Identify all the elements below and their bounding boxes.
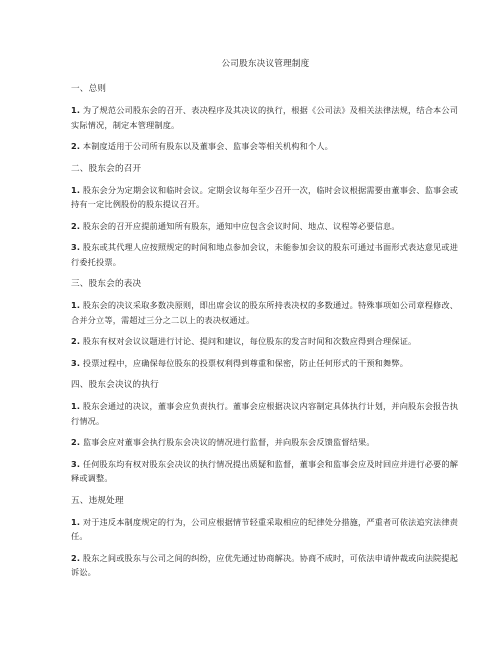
section-heading: 三、股东会的表决: [71, 279, 142, 289]
paragraph: [71, 298, 462, 327]
paragraph-text: 本制度适用于公司所有股东以及董事会、监事会等相关机构和个人。: [80, 141, 333, 151]
paragraph: [71, 399, 462, 428]
paragraph: [71, 240, 462, 269]
paragraph-text: 对于违反本制度规定的行为，公司应根据情节轻重采取相应的纪律处分措施，严重者可依法追究法律责任。: [71, 516, 459, 541]
paragraph-text: 股东之间或股东与公司之间的纠纷，应优先通过协商解决。协商不成时，可依法申请仲裁或向法院提起诉讼。: [71, 552, 459, 577]
paragraph-text: 监事会应对董事会执行股东会决议的情况进行监督，并向股东会反馈监督结果。: [80, 437, 375, 447]
section-voting: [71, 277, 462, 370]
paragraph-number: 2.: [71, 220, 81, 231]
paragraph-number: 1.: [71, 105, 81, 115]
paragraph: [71, 515, 462, 544]
section-meeting-convening: [71, 162, 462, 270]
paragraph: [71, 219, 462, 234]
paragraph: [71, 103, 462, 132]
paragraph-number: 3.: [71, 458, 81, 469]
paragraph-number: 3.: [71, 242, 81, 252]
paragraph-text: 股东有权对会议议题进行讨论、提问和建议，每位股东的发言时间和次数应得到合理保证。: [80, 336, 417, 346]
section-heading: 四、股东会决议的执行: [71, 380, 159, 390]
paragraph-number: 1.: [71, 516, 81, 527]
paragraph-number: 2.: [71, 552, 81, 563]
paragraph-text: 股东会的召开应提前通知所有股东，通知中应包含会议时间、地点、议程等必要信息。: [80, 220, 400, 231]
paragraph-text: 股东会的决议采取多数决原则，即出席会议的股东所持表决权的多数通过。特殊事项如公司章程修改、合并分立等，需超过三分之二以上的表决权通过。: [71, 300, 459, 325]
document-title: 公司股东决议管理制度: [221, 59, 310, 69]
paragraph: [71, 183, 462, 212]
paragraph-number: 2.: [71, 437, 81, 447]
section-violations: [71, 494, 462, 580]
paragraph: [71, 334, 462, 349]
paragraph: [71, 139, 462, 154]
section-general: [71, 82, 462, 154]
paragraph-number: 1.: [71, 300, 81, 310]
paragraph: [71, 457, 462, 486]
section-heading: 二、股东会的召开: [71, 163, 142, 174]
paragraph-text: 任何股东均有权对股东会决议的执行情况提出质疑和监督，董事会和监事会应及时回应并进行必要的解释或调整。: [71, 458, 459, 483]
paragraph-text: 为了规范公司股东会的召开、表决程序及其决议的执行，根据《公司法》及相关法律法规，结合本公司实际情况，制定本管理制度。: [71, 105, 459, 130]
paragraph-text: 股东会通过的决议，董事会应负责执行。董事会应根据决议内容制定具体执行计划，并向股东会报告执行情况。: [71, 401, 459, 426]
paragraph-text: 股东或其代理人应按照规定的时间和地点参加会议，未能参加会议的股东可通过书面形式表达意见或进行委托投票。: [71, 242, 459, 267]
paragraph-text: 投票过程中，应确保每位股东的投票权利得到尊重和保密，防止任何形式的干预和舞弊。: [80, 357, 409, 368]
section-resolution-execution: [71, 378, 462, 486]
paragraph-number: 2.: [71, 336, 81, 346]
paragraph-number: 1.: [71, 401, 81, 411]
paragraph: [71, 435, 462, 450]
section-heading: 五、违规处理: [71, 495, 124, 506]
paragraph: [71, 551, 462, 580]
paragraph: [71, 356, 462, 371]
section-heading: 一、总则: [71, 84, 107, 94]
paragraph-number: 3.: [71, 357, 81, 368]
paragraph-number: 2.: [71, 141, 81, 151]
paragraph-text: 股东会分为定期会议和临时会议。定期会议每年至少召开一次，临时会议根据需要由董事会、监事会或持有一定比例股份的股东提议召开。: [71, 184, 459, 209]
paragraph-number: 1.: [71, 184, 81, 195]
